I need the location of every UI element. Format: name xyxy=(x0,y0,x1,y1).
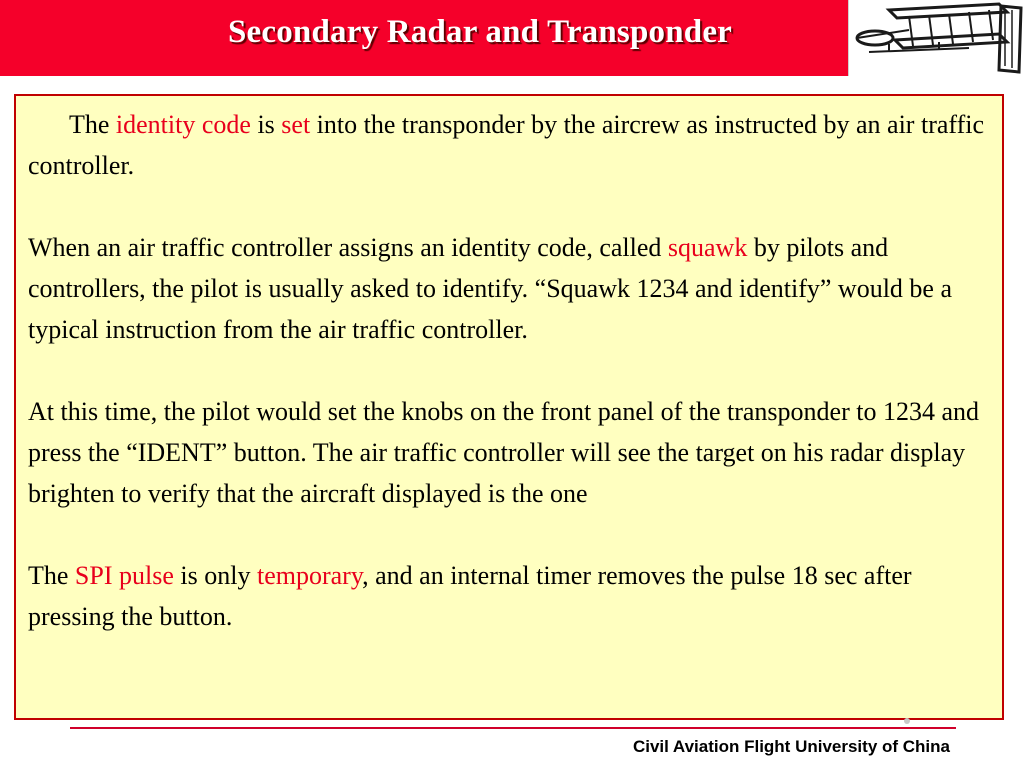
text-segment: The xyxy=(28,561,75,590)
footer-divider xyxy=(70,727,956,729)
paragraph-spacer xyxy=(28,514,992,555)
paragraph-squawk xyxy=(28,227,992,350)
highlight-spi-pulse: SPI pulse xyxy=(74,561,174,590)
text-segment: The xyxy=(69,110,116,139)
text-segment: At this time, the pilot would set the knobs on the front panel of the transponder to 1234 and press the “IDENT” button. The air traffic controller will see the target on his radar display brighten to verify that the aircraft displayed is the one xyxy=(28,397,980,508)
footer-dot xyxy=(904,718,910,724)
highlight-set: set xyxy=(281,110,311,139)
text-segment: , and an internal timer removes the pulse 18 sec after pressing the button. xyxy=(28,561,912,631)
paragraph-identity-code xyxy=(28,104,992,186)
logo-caption xyxy=(880,77,980,87)
highlight-temporary: temporary xyxy=(256,561,363,590)
content-box xyxy=(14,94,1004,720)
paragraph-spacer xyxy=(28,350,992,391)
slide-title: Secondary Radar and Transponder xyxy=(227,14,733,50)
highlight-squawk: squawk xyxy=(667,233,748,262)
biplane-icon xyxy=(849,0,1024,76)
text-segment: into the transponder by the aircrew as instructed by an air traffic controller. xyxy=(28,110,985,180)
highlight-identity-code: identity code xyxy=(115,110,251,139)
title-bar xyxy=(0,0,1024,76)
logo xyxy=(848,0,1024,76)
paragraph-ident xyxy=(28,391,992,514)
text-segment: by pilots and controllers, the pilot is usually asked to identify. “Squawk 1234 and identify” would be a typical instruction from the air traffic controller. xyxy=(28,233,953,344)
text-segment: When an air traffic controller assigns an identity code, called xyxy=(28,233,668,262)
paragraph-spacer xyxy=(28,186,992,227)
text-segment: is xyxy=(250,110,282,139)
text-segment: is only xyxy=(173,561,257,590)
footer-institution: Civil Aviation Flight University of China xyxy=(632,737,950,756)
paragraph-spi-pulse xyxy=(28,555,992,637)
